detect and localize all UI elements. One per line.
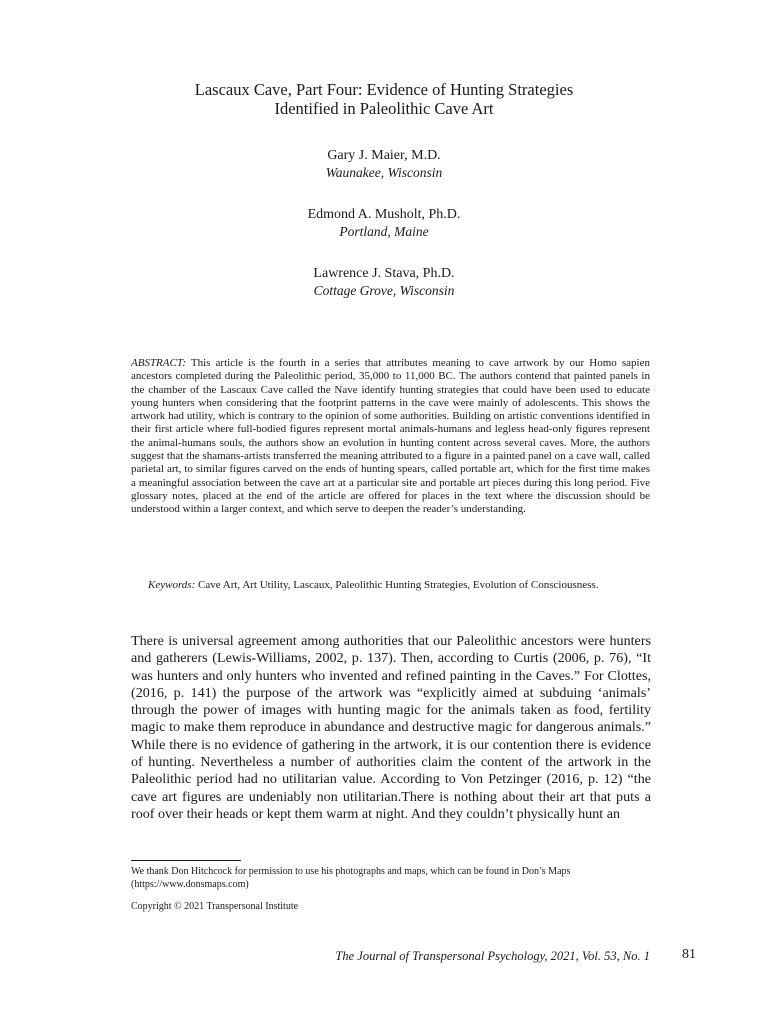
copyright-notice: Copyright © 2021 Transpersonal Institute — [131, 901, 299, 912]
abstract-text: This article is the fourth in a series that attributes meaning to cave artwork by our Homo sapien ancestors completed during the Paleolithic period, 35,000 to 11,000 BC. The authors contend that painted panels in the chamber of the Lascaux Cave called the Nave identify hunting strategies that could have been used to educate young hunters when considering that the footprint patterns in the cave were mainly of adolescents. This shows the artwork had utility, which is contrary to the opinion of some authorities. Building on artistic conventions identified in their first article where full-bodied figures represent mortal animals-humans and legless head-only figures represent the animal-humans souls, the authors show an evolution in hunting content across several caves. More, the authors suggest that the shamans-artists transferred the meaning attributed to a figure in a painted panel on a cave wall, called parietal art, to similar figures carved on the ends of hunting spears, called portable art, which for the first time makes a meaningful association between the cave art at a particular site and portable art pieces during this long period. Five glossary notes, placed at the end of the article are offered for places in the text where the discussion should be understood within a larger context, and which serve to deepen the reader’s understanding. — [131, 357, 650, 516]
author-location: Waunakee, Wisconsin — [325, 165, 443, 180]
keywords — [131, 579, 650, 592]
article-title-line-1: Lascaux Cave, Part Four: Evidence of Hunting Strategies — [194, 80, 574, 99]
keywords-text: Cave Art, Art Utility, Lascaux, Paleolithic Hunting Strategies, Evolution of Consciousness. — [198, 579, 599, 591]
article-title-line-2: Identified in Paleolithic Cave Art — [274, 99, 494, 118]
abstract — [131, 357, 650, 517]
footnote: We thank Don Hitchcock for permission to use his photographs and maps, which can be found in Don’s Maps (https://www.donsmaps.com) — [131, 866, 571, 890]
author-name: Edmond A. Musholt, Ph.D. — [307, 207, 461, 222]
author-name: Lawrence J. Stava, Ph.D. — [313, 266, 455, 281]
journal-citation: The Journal of Transpersonal Psychology, 2021, Vol. 53, No. 1 — [335, 949, 650, 963]
author-location: Portland, Maine — [339, 224, 429, 239]
author-1 — [0, 147, 768, 181]
body-paragraph: There is universal agreement among authorities that our Paleolithic ancestors were hunters and gatherers (Lewis-Williams, 2002, p. 137). Then, according to Curtis (2006, p. 76), “It was hunters and only hunters who invented and refined painting in the Caves.” For Clottes, (2016, p. 141) the purpose of the artwork was “explicitly aimed at subduing ‘animals’ through the power of images with hunting magic for the animals taken as food, fertility magic to make them reproduce in abundance and destructive magic for dangerous animals.” While there is no evidence of gathering in the artwork, it is our contention there is evidence of hunting. Nevertheless a number of authorities claim the content of the artwork in the Paleolithic period had no utilitarian value. According to Von Petzinger (2016, p. 12) “the cave art figures are undeniably non utilitarian.There is nothing about their art that puts a roof over their heads or kept them warm at night. And they couldn’t physically hunt an — [131, 633, 651, 822]
footnote-divider — [131, 860, 241, 861]
author-2 — [0, 206, 768, 240]
page-number: 81 — [682, 947, 696, 962]
author-3 — [0, 265, 768, 299]
author-name: Gary J. Maier, M.D. — [327, 148, 441, 163]
article-title — [0, 80, 768, 118]
keywords-label: Keywords: — [148, 579, 196, 591]
abstract-label: ABSTRACT: — [131, 357, 187, 369]
author-location: Cottage Grove, Wisconsin — [313, 283, 455, 298]
